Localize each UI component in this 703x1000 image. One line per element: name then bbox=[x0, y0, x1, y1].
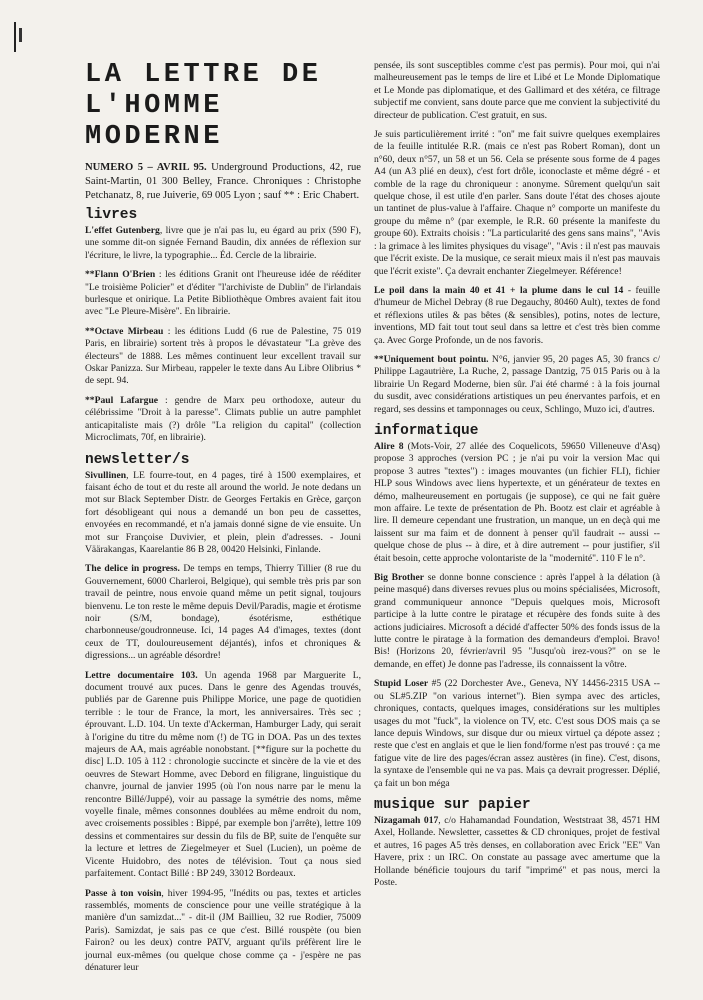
review-item: **Uniquement bout pointu. N°6, janvier 95, 20 pages A5, 30 francs c/ Philippe Lagautrière, La Ruche, 2, passage Dantzig, 75 015 Paris ou à la librairie Un Regard Moderne, bien sûr. J'ai été charmé : à la fois journal du susdit, avec considérations artistiques un peu énervantes parfois, et en regard, ses dessins et tamponnages ou ceux, Schlingo, Muzo ici, d'autres. bbox=[374, 353, 660, 415]
review-item: Nizagamah 017, c/o Hahamandad Foundation, Weststraat 38, 4571 HM Axel, Hollande. Newsletter, cassettes & CD chroniques, projet de festival et autres, 16 pages A5 très denses, en collaboration avec Erick "EE" Van Havere, prix : un IRC. On constate au passage avec amertume que la Hollande bénéficie toujours du tarif "imprimé" et pas nous, merci la Poste. bbox=[374, 814, 661, 888]
review-item: The delice in progress. De temps en temps, Thierry Tillier (8 rue du Gouvernement, 6000 Charleroi, Belgique), qui semble très pris par son travail de peintre, nous envoie quand même un petit signal, toujours bienvenu. Le ton reste le même depuis Devil/Paradis, magie et érotisme noir (S/M, bondage), ésotérisme, esthétique charbonneuse/goudronneuse. Ici, 14 pages A4 d'images, textes (dont ceux de TT, douloureusement déjantés), infos et chroniques & digressions... un agréable désordre! bbox=[85, 563, 361, 662]
section-heading-musique: musique sur papier bbox=[374, 796, 531, 813]
review-item: Je suis particulièrement irrité : ''on'' me fait suivre quelques exemplaires de la feuille intitulée R.R. (mais ce n'est pas Robert Roman), dont un n°60, deux n°57, un 58 et un 56. Cela se présente sous forme de 4 pages A4 (un A3 plié en deux), c'est fort drôle, iconoclaste et même dégré - et comble de la rage du chroniqueur : anonyme. Sûrement quelqu'un sait quelque chose, il est utile d'en parler. Sans doute l'état des choses ajoute un tantinet de plus-value à l'affaire. Chaque n° comporte un manifeste du groupe du même n° (par exemple, le R.R. 60 présente la manifeste du groupe 60). Extraits choisis : "La particularité des gens sans mains", "Avis : la grimace à les limites physiques du visage", "Avis : il n'est pas mauvais que l'écrit existe. De la musique, ce serait mieux mais il n'est pas mauvais que l'écrit existe". Ça devrait enchanter Ziegelmeyer. Référence! bbox=[374, 129, 660, 277]
review-item: Lettre documentaire 103. Un agenda 1968 par Marguerite L, document trouvé aux puces. Dans le genre des Agendas trouvés, publiés par de Garenne puis Philippe Morice, une page de quotidien terrible : le tour de France, la mort, les anniversaires. Très sec ; éprouvant. L.D. 104. Un texte d'Ackerman, Hamburger Lady, qui serait à l'origine du titre du même nom (!) de TG in DOA. Pas un des textes majeurs de AA, mais agréable nonobstant. [**figure sur la pochette du disc] L.D. 105 à 112 : chronologie succincte et sincère de la vie et des oeuvres de Stewart Homme, avec Debord en filigrane, linguistique du chanvre, journal de janvier 1995 (où l'on nous narre par le menu la rencontre Billé/Juppé), voir au passage la symétrie des noms, même voyelle finale, mêmes consonnes doublées au même endroit du nom, avec croisements possibles : Bippé, par exemple bon j'arrête), lettre 109 dessins et commentaires sur dessin du fils de BP, suite de l'enquête sur la lecture et lettres de Ziegelmeyer et Suel (Lucien), un poème de Vicente Huidobro, des notes de télévision. Tout ça nous sied parfaitement. Contact Billé : BP 249, 33012 Bordeaux. bbox=[85, 669, 361, 880]
review-item: Alire 8 (Mots-Voir, 27 allée des Coquelicots, 59650 Villeneuve d'Asq) propose 3 approches (version PC ; je n'ai pu voir la version Mac qui propose 3 autres "textes") : images mouvantes (un fichier FLI), fichier HLP sous Windows avec liens hypertexte, et un générateur de textes en démo, malheureusement en portugais (je suppose), ce qui ne fait guère mon affaire. Le texte de présentation de Ph. Bootz est clair et agréable à lire. Il demeure cependant une frustration, un manque, un en deçà qui me laissent sur ma faim et de donnent à penser qu'il faudrait -- aussi -- quelque chose de plus -- à dire, et à dire autrement -- pour justifier, s'il était besoin, cette approche volontariste de la "modernité". 110 F le n°. bbox=[374, 440, 660, 564]
issue-number: NUMERO 5 – AVRIL 95. bbox=[85, 162, 207, 173]
review-item: Stupid Loser #5 (22 Dorchester Ave., Geneva, NY 14456-2315 USA -- ou SL#5.ZIP "on various internet"). Bien sympa avec des articles, chroniques, contacts, quelques images, considérations sur les multiples usages du mot "fuck", la violence on TV, etc. C'est sous DOS mais ça se lance depuis Windows, sur disque dur ou mieux virtuel ça dépote assez ; reste que c'est en anglais et que le lien fond/forme n'est pas trouvé : ça me fatigue vite de lire des pages/écran assez austères (in fine). C'est, disons, la syntaxe de l'ensemble qui ne va pas. Mais ça devrait progresser. Déplié, ça fait un bon méga bbox=[374, 678, 660, 789]
review-item: **Paul Lafargue : gendre de Marx peu orthodoxe, auteur du célébrissime "Droit à la paresse". Climats publie un autre pamphlet anticapitaliste mais (?) drôle "La religion du capital" (collection Microclimats, 70f, en librairie). bbox=[85, 394, 361, 444]
title-line-1: LA LETTRE DE bbox=[85, 60, 322, 90]
review-item: pensée, ils sont susceptibles comme c'est pas permis). Pour moi, qui n'ai malheureusement pas le temps de lire et Libé et Le Monde Diplomatique et Le Monde pas diplomatique, et des Gallimard et des xétéra, ce filtrage subjectif me convient, sans doute parce que me convient la subjectivité du directeur de publication. C'est gratuit, en sus. bbox=[374, 60, 660, 121]
margin-mark bbox=[14, 22, 16, 52]
issue-details: Underground Productions, 42, rue Saint-Martin, 01 300 Belley, France. Chroniques : Christophe Petchanatz, 8, rue Juiverie, 69 005 Lyon ; sauf ** : Eric Chabert. bbox=[85, 162, 361, 201]
hole-punch-marks bbox=[14, 22, 24, 54]
title-line-2: L'HOMME MODERNE bbox=[85, 91, 223, 152]
review-item: Le poil dans la main 40 et 41 + la plume dans le cul 14 - feuille d'humeur de Michel Debray (8 rue Degauchy, 80460 Ault), textes de fond et réflexions utiles & pas bêtes (& sensibles), potins, notes de lecture, inventions, MD fait tout tout seul dans sa lettre et c'est très bien comme ça. Avec Gorge Profonde, un de nos favoris. bbox=[374, 284, 660, 346]
page-title bbox=[85, 60, 361, 153]
review-item: Sivullinen, LE fourre-tout, en 4 pages, tiré à 1500 exemplaires, et faisant écho de tout et du reste all around the world. Je note dedans un mot sur Black September Distr. de Georges Fertakis en Grèce, garçon fort désobligeant qui nous a demandé un bon peu de cassettes, envoyées en recommandé, et n'a jamais donné signe de vie ensuite. Un mot sur Françoise Duvivier, et plein, plein d'adresses. - Jouni Väärakangas, Kaarelantie 86 B 28, 00420 Helsinki, Finlande. bbox=[85, 469, 361, 555]
review-item: Big Brother se donne bonne conscience : après l'appel à la délation (à peine masqué) dans diverses revues plus ou moins spécialisées, Microsoft, grand communiqueur annonce "Depuis quelques mois, Microsoft participe à la lutte contre le piratage et récupère des fonds suite à des actions judiciaires. Microsoft a décidé d'affecter 50% des fonds issus de la lutte contre le piratage à la formation des demandeurs d'emploi. Bravo! Bis! (Horizons 20, février/avril 95 "Jusqu'où irez-vous?" on se le demande, en effet) Je donne pas l'adresse, ils connaissent la vôtre. bbox=[374, 572, 660, 670]
section-heading-livres: livres bbox=[85, 207, 138, 223]
margin-mark bbox=[19, 28, 22, 42]
issue-info bbox=[85, 161, 361, 203]
review-item: **Flann O'Brien : les éditions Granit ont l'heureuse idée de rééditer "Le troisième Policier" et d'éditer "l'archiviste de Dublin" de l'irlandais burlesque et onirique. La Petite Bibliothèque Ombres avaient fait itou avec "Le Pleure-Misère". En librairie. bbox=[85, 269, 362, 318]
review-item: Passe à ton voisin, hiver 1994-95, ''Inédits ou pas, textes et articles rassemblés, moments de conscience pour une veille stratégique à la manière d'un samizdat...'' - dit-il (JM Baillieu, 32 rue Rodier, 75009 Paris). Samizdat, je sais pas ce que c'est. Billé rouspète (ou bien Fairon? ou les deux) contre PATV, arguant qu'ils préfèrent lire le journal eux-mêmes (ou quelque chose comme ça - j'espère ne pas dénaturer leur bbox=[85, 887, 361, 973]
right-column bbox=[374, 60, 660, 896]
section-heading-informatique: informatique bbox=[374, 422, 479, 439]
left-column bbox=[85, 60, 361, 981]
review-item: L'effet Gutenberg, livre que je n'ai pas lu, eu égard au prix (590 F), une somme dit-on signée Fernand Baudin, dix années de réflexion sur l'écriture, le livre, la typographie... Éd. Cercle de la librairie. bbox=[85, 225, 361, 261]
review-item: **Octave Mirbeau : les éditions Ludd (6 rue de Palestine, 75 019 Paris, en librairie) sortent très à propos le dévastateur "La grève des électeurs" de 1888. Les mêmes continuent leur excellent travail sur Oskar Panizza. Sur Mirbeau, rappeler le texte dans Au Libre Olibrius * de sept. 94. bbox=[85, 325, 361, 387]
section-heading-newsletters: newsletter/s bbox=[85, 451, 190, 468]
